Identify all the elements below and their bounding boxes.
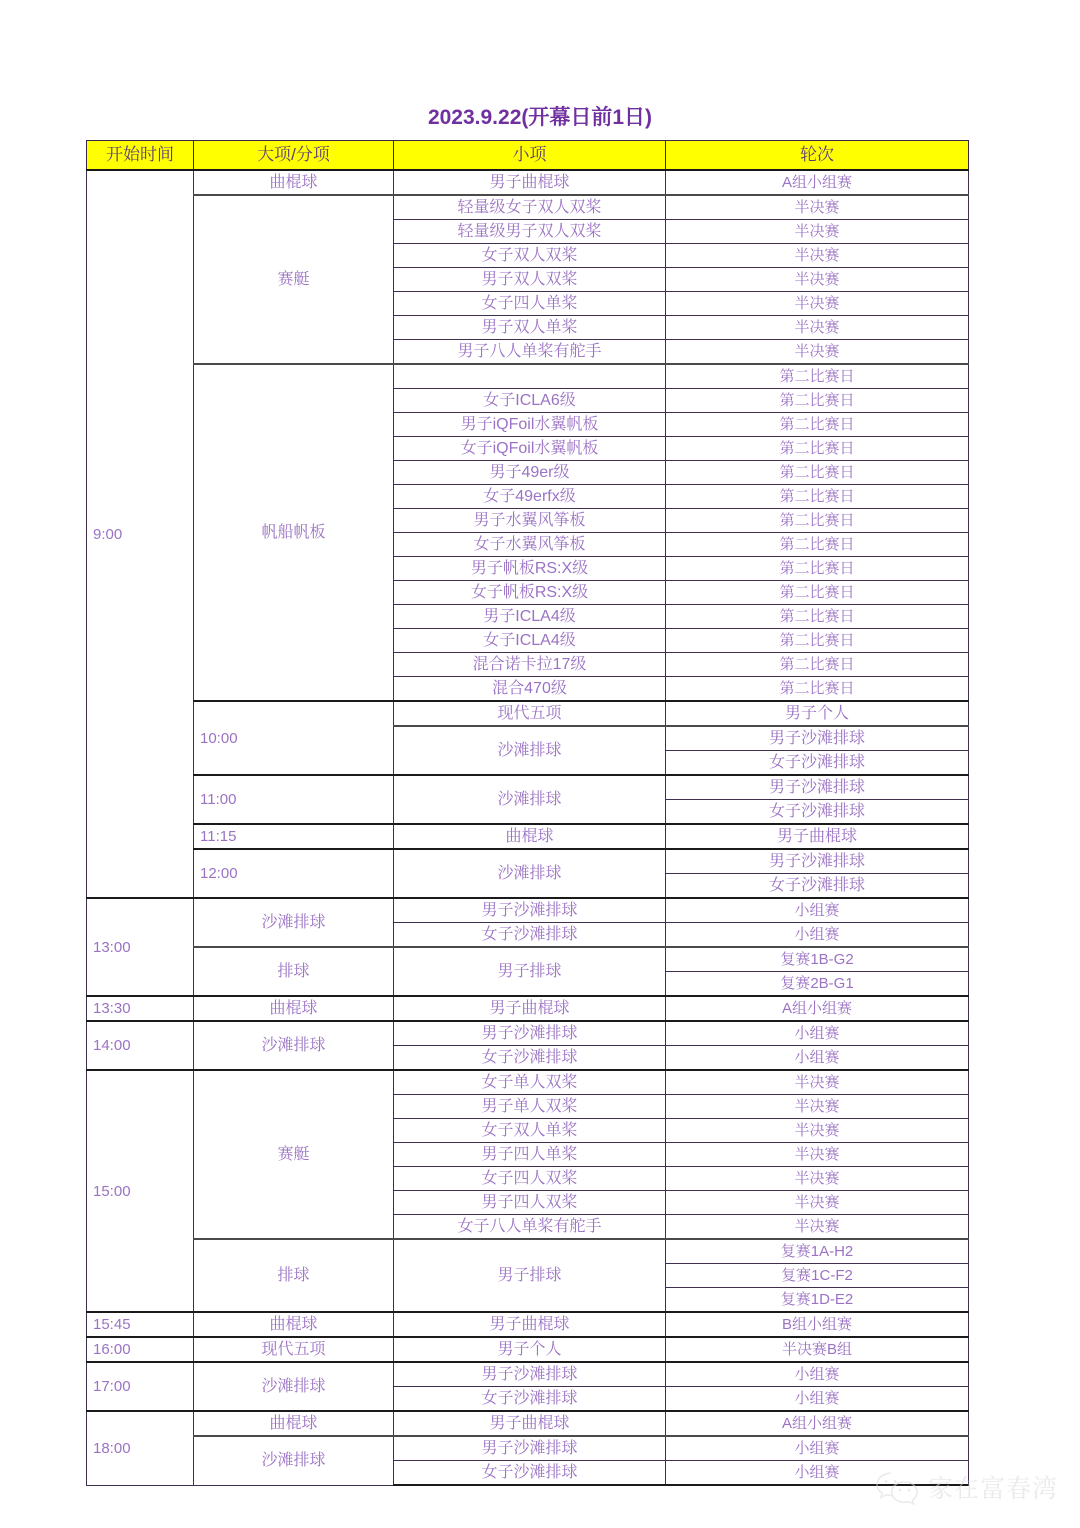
cell-event: 女子四人单桨: [394, 292, 666, 316]
column-header-time: 开始时间: [87, 141, 194, 171]
table-row: [87, 775, 969, 800]
cell-round: 复赛1B-G2: [666, 947, 969, 972]
cell-start-time: 10:00: [194, 701, 394, 775]
cell-round: 半决赛: [666, 1215, 969, 1240]
cell-event: 男子iQFoil水翼帆板: [394, 413, 666, 437]
cell-round: 小组赛: [666, 1387, 969, 1412]
cell-round: 第二比赛日: [666, 413, 969, 437]
cell-sport: 沙滩排球: [194, 898, 394, 947]
cell-start-time: 16:00: [87, 1337, 194, 1362]
cell-round: 半决赛B组: [666, 1337, 969, 1362]
cell-start-time: 9:00: [87, 170, 194, 898]
table-row: [87, 1337, 969, 1362]
cell-start-time: 17:00: [87, 1362, 194, 1411]
cell-round: 第二比赛日: [666, 653, 969, 677]
cell-round: 半决赛: [666, 1143, 969, 1167]
table-row: [87, 1070, 969, 1095]
cell-round: 半决赛: [666, 292, 969, 316]
cell-event: 女子双人单桨: [394, 1119, 666, 1143]
cell-event: 男子排球: [394, 1239, 666, 1312]
cell-event: 女子沙滩排球: [666, 800, 969, 825]
cell-event: 男子双人单桨: [394, 316, 666, 340]
table-body: [87, 170, 969, 1485]
cell-event: 女子ICLA6级: [394, 389, 666, 413]
cell-round: 第二比赛日: [666, 629, 969, 653]
cell-event: 混合470级: [394, 677, 666, 702]
cell-start-time: 15:00: [87, 1070, 194, 1312]
cell-event: 混合诺卡拉17级: [394, 653, 666, 677]
cell-round: A组小组赛: [666, 1411, 969, 1436]
cell-event: 男子帆板RS:X级: [394, 557, 666, 581]
cell-round: 第二比赛日: [666, 533, 969, 557]
cell-round: 第二比赛日: [666, 461, 969, 485]
cell-start-time: 11:00: [194, 775, 394, 824]
table-row: [87, 1436, 969, 1461]
cell-event: 男子49er级: [394, 461, 666, 485]
cell-round: 半决赛: [666, 340, 969, 365]
table-row: [87, 1312, 969, 1337]
cell-start-time: 18:00: [87, 1411, 194, 1485]
table-row: [87, 701, 969, 726]
cell-start-time: 12:00: [194, 849, 394, 898]
cell-event: 女子沙滩排球: [394, 923, 666, 948]
cell-event: 女子沙滩排球: [394, 1046, 666, 1071]
cell-round: 半决赛: [666, 1095, 969, 1119]
column-header-sport: 大项/分项: [194, 141, 394, 171]
cell-sport: 曲棍球: [194, 996, 394, 1021]
cell-sport: 沙滩排球: [194, 1436, 394, 1485]
competition-schedule-table: [86, 140, 969, 1486]
watermark: [874, 1470, 1058, 1506]
cell-event: 女子ICLA4级: [394, 629, 666, 653]
cell-round: 复赛1D-E2: [666, 1288, 969, 1313]
cell-sport: 曲棍球: [194, 1312, 394, 1337]
cell-event: 男子八人单桨有舵手: [394, 340, 666, 365]
cell-round: 第二比赛日: [666, 485, 969, 509]
cell-round: 半决赛: [666, 1119, 969, 1143]
cell-event: 女子水翼风筝板: [394, 533, 666, 557]
cell-event: 男子ICLA4级: [394, 605, 666, 629]
header-row: [87, 141, 969, 171]
table-row: [87, 195, 969, 220]
cell-start-time: 14:00: [87, 1021, 194, 1070]
cell-sport: 赛艇: [194, 1070, 394, 1239]
wechat-icon: [874, 1470, 920, 1506]
cell-start-time: 13:30: [87, 996, 194, 1021]
cell-sport: 曲棍球: [394, 824, 666, 849]
cell-event: 男子沙滩排球: [394, 1362, 666, 1387]
cell-event: 男子沙滩排球: [394, 1021, 666, 1046]
cell-event: 女子iQFoil水翼帆板: [394, 437, 666, 461]
cell-sport: 沙滩排球: [394, 775, 666, 824]
cell-round: 半决赛: [666, 244, 969, 268]
cell-sport: 沙滩排球: [194, 1021, 394, 1070]
table-row: [87, 1239, 969, 1264]
cell-round: A组小组赛: [666, 170, 969, 195]
cell-event: 男子个人: [666, 701, 969, 726]
cell-sport: 帆船帆板: [194, 364, 394, 701]
cell-round: 复赛1A-H2: [666, 1239, 969, 1264]
cell-start-time: 11:15: [194, 824, 394, 849]
cell-round: 半决赛: [666, 1191, 969, 1215]
table-row: [87, 849, 969, 874]
cell-round: 半决赛: [666, 195, 969, 220]
cell-event: 男子双人双桨: [394, 268, 666, 292]
cell-round: B组小组赛: [666, 1312, 969, 1337]
cell-event: 轻量级男子双人双桨: [394, 220, 666, 244]
cell-round: 第二比赛日: [666, 677, 969, 702]
cell-round: 小组赛: [666, 1046, 969, 1071]
table-row: [87, 1362, 969, 1387]
cell-event: 男子曲棍球: [666, 824, 969, 849]
cell-round: 小组赛: [666, 1021, 969, 1046]
cell-event: 男子曲棍球: [394, 1411, 666, 1436]
table-row: [87, 824, 969, 849]
cell-event: 男子曲棍球: [394, 996, 666, 1021]
cell-sport: 沙滩排球: [394, 726, 666, 775]
cell-start-time: 13:00: [87, 898, 194, 996]
cell-sport: 排球: [194, 1239, 394, 1312]
cell-sport: 沙滩排球: [194, 1362, 394, 1411]
cell-round: 半决赛: [666, 316, 969, 340]
cell-event: 女子单人双桨: [394, 1070, 666, 1095]
cell-event: 女子八人单桨有舵手: [394, 1215, 666, 1240]
cell-sport: 赛艇: [194, 195, 394, 364]
cell-event: 男子曲棍球: [394, 1312, 666, 1337]
column-header-round: 轮次: [666, 141, 969, 171]
cell-event: 女子沙滩排球: [394, 1387, 666, 1412]
cell-round: 半决赛: [666, 220, 969, 244]
cell-event: [394, 364, 666, 389]
cell-sport: 现代五项: [194, 1337, 394, 1362]
cell-event: 男子沙滩排球: [394, 1436, 666, 1461]
cell-event: 女子沙滩排球: [666, 751, 969, 776]
cell-round: 第二比赛日: [666, 364, 969, 389]
cell-round: 第二比赛日: [666, 437, 969, 461]
cell-round: 半决赛: [666, 1070, 969, 1095]
page-title: 2023.9.22(开幕日前1日): [427, 106, 653, 129]
watermark-label: 家在富春湾: [927, 1473, 1058, 1503]
cell-round: 复赛1C-F2: [666, 1264, 969, 1288]
cell-sport: 曲棍球: [194, 1411, 394, 1436]
cell-event: 女子49erfx级: [394, 485, 666, 509]
cell-round: 第二比赛日: [666, 605, 969, 629]
cell-event: 女子沙滩排球: [394, 1461, 666, 1486]
cell-event: 男子沙滩排球: [394, 898, 666, 923]
cell-round: 半决赛: [666, 268, 969, 292]
cell-sport: 沙滩排球: [394, 849, 666, 898]
cell-sport: 现代五项: [394, 701, 666, 726]
cell-event: 女子沙滩排球: [666, 874, 969, 899]
table-row: [87, 898, 969, 923]
cell-event: 男子排球: [394, 947, 666, 996]
cell-round: 第二比赛日: [666, 581, 969, 605]
table-row: [87, 996, 969, 1021]
cell-round: 半决赛: [666, 1167, 969, 1191]
cell-round: 小组赛: [666, 898, 969, 923]
cell-round: 小组赛: [666, 1461, 969, 1486]
column-header-event: 小项: [394, 141, 666, 171]
cell-event: 女子双人双桨: [394, 244, 666, 268]
cell-event: 男子四人双桨: [394, 1191, 666, 1215]
table-row: [87, 364, 969, 389]
cell-event: 轻量级女子双人双桨: [394, 195, 666, 220]
cell-event: 男子个人: [394, 1337, 666, 1362]
cell-event: 男子水翼风筝板: [394, 509, 666, 533]
cell-event: 男子曲棍球: [394, 170, 666, 195]
cell-sport: 曲棍球: [194, 170, 394, 195]
table-row: [87, 170, 969, 195]
cell-event: 男子单人双桨: [394, 1095, 666, 1119]
cell-event: 男子沙滩排球: [666, 726, 969, 751]
table-header: [87, 141, 969, 171]
cell-event: 男子沙滩排球: [666, 775, 969, 800]
cell-round: 第二比赛日: [666, 509, 969, 533]
cell-round: A组小组赛: [666, 996, 969, 1021]
cell-event: 女子帆板RS:X级: [394, 581, 666, 605]
table-row: [87, 1411, 969, 1436]
cell-round: 小组赛: [666, 1436, 969, 1461]
cell-event: 男子沙滩排球: [666, 849, 969, 874]
cell-round: 第二比赛日: [666, 389, 969, 413]
cell-round: 小组赛: [666, 1362, 969, 1387]
cell-sport: 排球: [194, 947, 394, 996]
cell-round: 小组赛: [666, 923, 969, 948]
cell-event: 男子四人单桨: [394, 1143, 666, 1167]
cell-event: 女子四人双桨: [394, 1167, 666, 1191]
table-row: [87, 947, 969, 972]
table-row: [87, 1021, 969, 1046]
cell-start-time: 15:45: [87, 1312, 194, 1337]
cell-round: 复赛2B-G1: [666, 972, 969, 997]
cell-round: 第二比赛日: [666, 557, 969, 581]
